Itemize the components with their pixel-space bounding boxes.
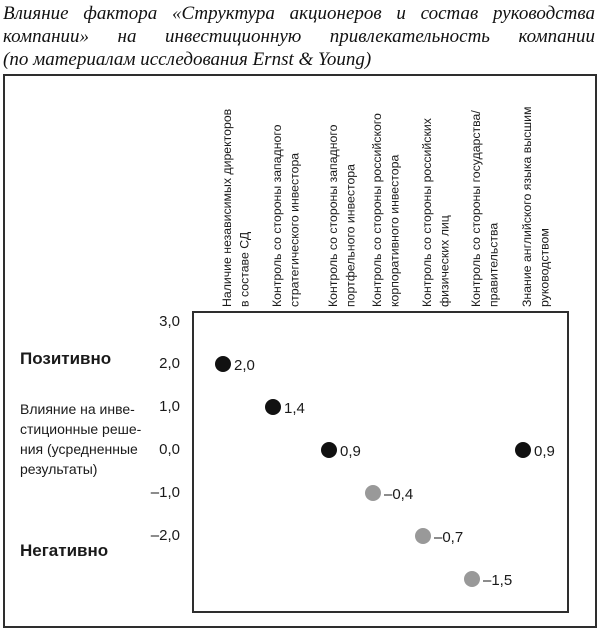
category-label-line: Наличие независимых директоров	[220, 108, 234, 307]
data-point-dot	[265, 399, 281, 415]
category-label-line: корпоративного инвестора	[387, 154, 402, 307]
category-label-line: Контроль со стороны российского	[370, 113, 384, 307]
category-label-line: физических лиц	[437, 215, 452, 307]
data-point-dot	[464, 571, 480, 587]
data-point-dot	[321, 442, 337, 458]
category-label	[519, 87, 557, 307]
category-label-line: Контроль со стороны государства/	[469, 110, 483, 307]
category-label	[468, 87, 506, 307]
category-label-line: Контроль со стороны западного	[326, 124, 340, 307]
chart-title	[3, 2, 595, 71]
chart-title-line-2: компании» на инвестиционную привлекательность компании	[3, 26, 595, 47]
y-axis-description-line: стиционные реше-	[20, 421, 142, 437]
data-point-value-label: 2,0	[234, 357, 255, 374]
y-axis-tick-label: –2,0	[150, 527, 180, 544]
y-axis-tick-label: 0,0	[159, 441, 180, 458]
category-label	[419, 87, 457, 307]
data-point-value-label: 0,9	[534, 443, 555, 460]
category-label-line: Контроль со стороны западного	[270, 124, 284, 307]
data-point-value-label: 0,9	[340, 443, 361, 460]
y-axis-description-line: Влияние на инве-	[20, 401, 135, 417]
y-axis-tick-label: 2,0	[159, 355, 180, 372]
data-point-value-label: –1,5	[483, 572, 513, 589]
data-point-dot	[365, 485, 381, 501]
data-point-value-label: –0,4	[384, 486, 414, 503]
data-point-dot	[415, 528, 431, 544]
chart-title-line-1: Влияние фактора «Структура акционеров и состав руководства	[3, 3, 595, 24]
y-axis-tick-label: 3,0	[159, 313, 180, 330]
category-label-line: Контроль со стороны российских	[420, 118, 434, 307]
category-label-line: в составе СД	[237, 231, 252, 307]
y-axis-tick-label: –1,0	[150, 484, 180, 501]
category-label	[269, 87, 307, 307]
negative-axis-annotation: Негативно	[20, 541, 109, 560]
positive-axis-annotation: Позитивно	[20, 349, 112, 368]
data-point-dot	[215, 356, 231, 372]
category-label	[325, 87, 363, 307]
data-point-value-label: 1,4	[284, 400, 305, 417]
category-label	[219, 87, 257, 307]
y-axis-description-line: результаты)	[20, 461, 98, 477]
category-label-line: руководством	[537, 228, 552, 307]
data-point-value-label: –0,7	[434, 529, 464, 546]
category-label	[369, 87, 407, 307]
category-label-line: стратегического инвестора	[287, 152, 302, 307]
y-axis-description-line: ния (усредненные	[20, 441, 138, 457]
y-axis-tick-label: 1,0	[159, 398, 180, 415]
category-label-line: портфельного инвестора	[343, 164, 358, 307]
category-label-line: Знание английского языка высшим	[520, 106, 534, 307]
chart-title-line-3: (по материалам исследования Ernst & Young)	[3, 49, 372, 70]
data-point-dot	[515, 442, 531, 458]
category-label-line: правительства	[486, 222, 501, 307]
